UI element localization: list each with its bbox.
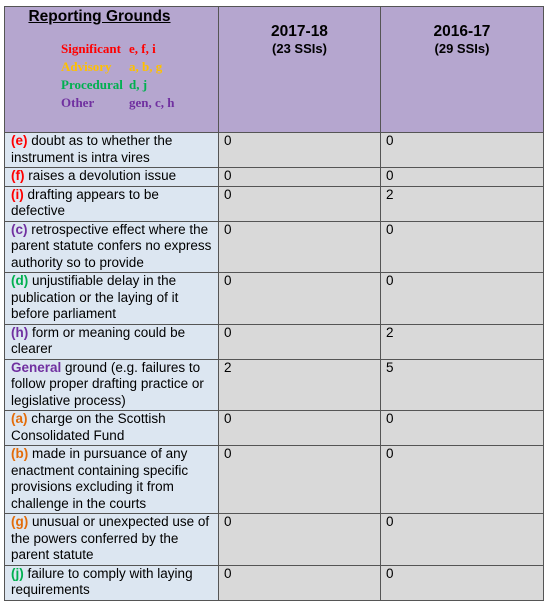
legend-item [61,40,214,58]
reporting-grounds-header [5,7,219,133]
value-2016-17: 0 [381,446,544,514]
ground-code: (b) [11,446,29,461]
ground-description: charge on the Scottish Consolidated Fund [11,411,166,443]
ground-cell [5,565,219,600]
value-2017-18: 0 [219,133,381,168]
column-year: 2017-18 [271,23,328,40]
ground-description: drafting appears to be defective [11,186,159,218]
ground-code: General [11,359,62,375]
value-2016-17: 0 [381,221,544,273]
table-row [5,186,544,221]
ground-code: (i) [11,186,24,202]
column-ssi-count: (23 SSIs) [272,41,327,56]
table-row [5,221,544,273]
legend-item [61,76,214,94]
legend-codes: d, j [129,76,148,92]
value-2016-17: 2 [381,324,544,359]
table-row [5,168,544,187]
legend-name: Advisory [61,58,112,74]
value-2016-17: 0 [381,514,544,566]
value-2017-18: 0 [219,446,381,514]
ground-description: unjustifiable delay in the publication or the laying of it before parliament [11,273,179,321]
ground-cell [5,168,219,187]
ground-code: (d) [11,273,29,288]
ground-cell [5,133,219,168]
column-year: 2016-17 [433,23,491,40]
value-2016-17: 0 [381,411,544,446]
ground-cell [5,186,219,221]
value-2016-17: 0 [381,133,544,168]
table-row [5,133,544,168]
table-row [5,411,544,446]
ground-code: (f) [11,168,25,183]
ground-code: (j) [11,565,24,581]
ground-description: doubt as to whether the instrument is intra vires [11,133,173,165]
table-row [5,514,544,566]
legend-item [61,94,214,112]
value-2017-18: 2 [219,359,381,411]
legend-codes: a, b, g [129,58,163,74]
ground-cell [5,411,219,446]
value-2016-17: 0 [381,565,544,600]
value-2016-17: 0 [381,273,544,325]
reporting-grounds-table [4,6,544,601]
table-row [5,446,544,514]
column-header-2016-17 [381,7,544,133]
header-title: Reporting Grounds [28,8,171,25]
category-legend [61,40,214,112]
ground-description: form or meaning could be clearer [11,324,186,356]
legend-name: Significant [61,40,121,56]
ground-code: (c) [11,221,28,237]
ground-description: retrospective effect where the parent statute confers no express authority so to provide [11,221,212,270]
legend-codes: e, f, i [129,40,156,56]
value-2017-18: 0 [219,221,381,273]
value-2016-17: 5 [381,359,544,411]
ground-cell [5,273,219,325]
table-row [5,359,544,411]
ground-description: failure to comply with laying requirements [11,565,193,597]
ground-cell [5,446,219,514]
value-2017-18: 0 [219,514,381,566]
ground-cell [5,514,219,566]
column-ssi-count: (29 SSIs) [434,41,490,56]
value-2017-18: 0 [219,168,381,187]
legend-item [61,58,214,76]
header-row [5,7,544,133]
value-2017-18: 0 [219,565,381,600]
ground-cell [5,359,219,411]
ground-code: (a) [11,411,28,426]
ground-description: unusual or unexpected use of the powers conferred by the parent statute [11,514,210,562]
ground-description: made in pursuance of any enactment containing specific provisions excluding it from challenge in the courts [11,446,189,511]
value-2017-18: 0 [219,324,381,359]
value-2017-18: 0 [219,273,381,325]
ground-description: ground (e.g. failures to follow proper drafting practice or legislative process) [11,359,204,408]
ground-cell [5,324,219,359]
column-header-2017-18 [219,7,381,133]
table-row [5,273,544,325]
ground-cell [5,221,219,273]
legend-name: Other [61,94,95,110]
ground-description: raises a devolution issue [24,168,177,183]
value-2016-17: 2 [381,186,544,221]
ground-code: (g) [11,514,29,529]
value-2016-17: 0 [381,168,544,187]
table-row [5,324,544,359]
table-row [5,565,544,600]
legend-codes: gen, c, h [129,94,175,110]
value-2017-18: 0 [219,186,381,221]
legend-name: Procedural [61,76,123,92]
ground-code: (e) [11,133,28,148]
ground-code: (h) [11,324,29,340]
value-2017-18: 0 [219,411,381,446]
